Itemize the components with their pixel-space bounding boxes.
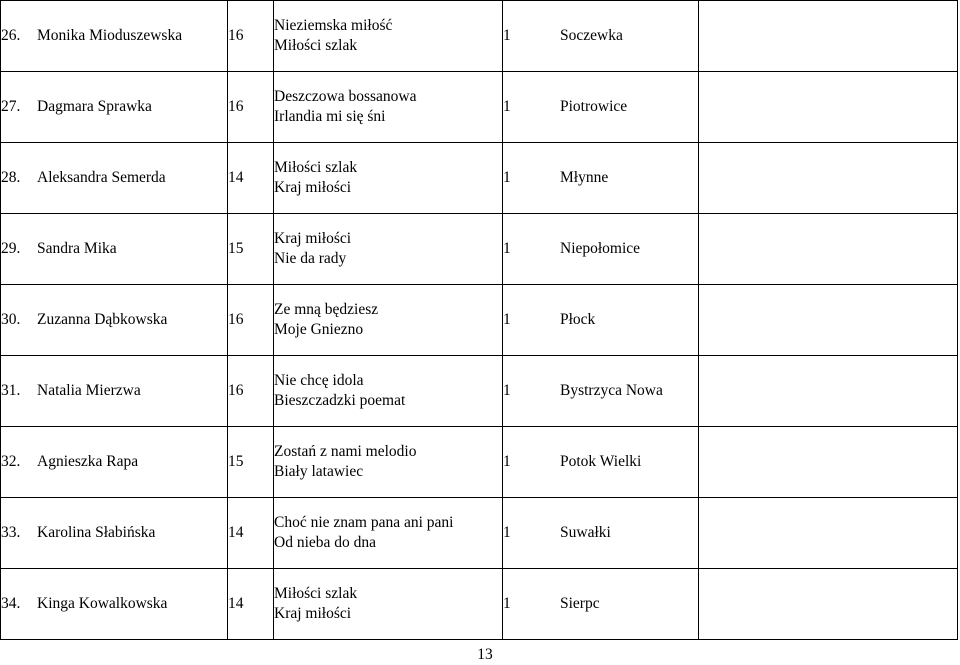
empty-cell (699, 498, 958, 569)
table-row (1, 498, 958, 569)
participant-cell (1, 427, 228, 498)
empty-cell (699, 1, 958, 72)
song-title: Nie da rady (274, 250, 347, 267)
entry-count: 1 (503, 169, 511, 186)
songs-cell (274, 285, 503, 356)
song-title: Moje Gniezno (274, 321, 364, 338)
row-number: 34. (1, 595, 21, 612)
location-cell (503, 356, 699, 427)
entry-count: 1 (503, 311, 511, 328)
participant-name: Aleksandra Semerda (37, 169, 166, 186)
city-name: Niepołomice (560, 240, 641, 257)
entry-count: 1 (503, 382, 511, 399)
participant-name: Agnieszka Rapa (37, 453, 139, 470)
row-number: 33. (1, 524, 21, 541)
participant-age: 14 (228, 498, 274, 569)
participant-name: Kinga Kowalkowska (37, 595, 168, 612)
song-title: Nie chcę idola (274, 372, 364, 389)
songs-cell (274, 356, 503, 427)
table-row (1, 356, 958, 427)
participant-cell (1, 143, 228, 214)
song-title: Biały latawiec (274, 463, 364, 480)
participant-name: Karolina Słabińska (37, 524, 156, 541)
participant-age: 16 (228, 285, 274, 356)
song-title: Bieszczadzki poemat (274, 392, 406, 409)
table-row (1, 285, 958, 356)
city-name: Płock (560, 311, 596, 328)
city-name: Sierpc (560, 595, 600, 612)
participant-cell (1, 72, 228, 143)
city-name: Młynne (560, 169, 609, 186)
participants-table-body (1, 1, 958, 640)
location-cell (503, 1, 699, 72)
participant-cell (1, 498, 228, 569)
city-name: Potok Wielki (560, 453, 642, 470)
song-title: Kraj miłości (274, 230, 352, 247)
empty-cell (699, 356, 958, 427)
city-name: Bystrzyca Nowa (560, 382, 663, 399)
song-title: Choć nie znam pana ani pani (274, 514, 454, 531)
participant-age: 15 (228, 427, 274, 498)
row-number: 32. (1, 453, 21, 470)
entry-count: 1 (503, 98, 511, 115)
row-number: 28. (1, 169, 21, 186)
songs-cell (274, 72, 503, 143)
empty-cell (699, 285, 958, 356)
participant-name: Dagmara Sprawka (37, 98, 152, 115)
participant-age: 16 (228, 72, 274, 143)
participant-age: 14 (228, 143, 274, 214)
song-title: Zostań z nami melodio (274, 443, 417, 460)
song-title: Kraj miłości (274, 605, 352, 622)
table-row (1, 72, 958, 143)
participant-cell (1, 214, 228, 285)
row-number: 29. (1, 240, 21, 257)
song-title: Miłości szlak (274, 159, 358, 176)
participant-age: 16 (228, 356, 274, 427)
songs-cell (274, 1, 503, 72)
empty-cell (699, 569, 958, 640)
song-title: Nieziemska miłość (274, 17, 393, 34)
entry-count: 1 (503, 595, 511, 612)
empty-cell (699, 427, 958, 498)
participant-name: Sandra Mika (37, 240, 117, 257)
row-number: 27. (1, 98, 21, 115)
participant-age: 16 (228, 1, 274, 72)
song-title: Od nieba do dna (274, 534, 377, 551)
song-title: Deszczowa bossanowa (274, 88, 417, 105)
table-row (1, 143, 958, 214)
song-title: Miłości szlak (274, 37, 358, 54)
song-title: Ze mną będziesz (274, 301, 379, 318)
participant-cell (1, 569, 228, 640)
city-name: Soczewka (560, 27, 623, 44)
empty-cell (699, 72, 958, 143)
songs-cell (274, 143, 503, 214)
song-title: Irlandia mi się śni (274, 108, 386, 125)
entry-count: 1 (503, 453, 511, 470)
participant-name: Natalia Mierzwa (37, 382, 141, 399)
song-title: Kraj miłości (274, 179, 352, 196)
location-cell (503, 143, 699, 214)
participant-age: 14 (228, 569, 274, 640)
empty-cell (699, 143, 958, 214)
song-title: Miłości szlak (274, 585, 358, 602)
row-number: 31. (1, 382, 21, 399)
songs-cell (274, 427, 503, 498)
entry-count: 1 (503, 27, 511, 44)
table-row (1, 1, 958, 72)
location-cell (503, 498, 699, 569)
songs-cell (274, 569, 503, 640)
table-row (1, 427, 958, 498)
page-number: 13 (477, 646, 493, 663)
participant-cell (1, 1, 228, 72)
entry-count: 1 (503, 240, 511, 257)
table-row (1, 569, 958, 640)
location-cell (503, 285, 699, 356)
participant-cell (1, 285, 228, 356)
participant-age: 15 (228, 214, 274, 285)
participant-name: Zuzanna Dąbkowska (37, 311, 168, 328)
row-number: 30. (1, 311, 21, 328)
participant-name: Monika Mioduszewska (37, 27, 183, 44)
city-name: Suwałki (560, 524, 611, 541)
table-row (1, 214, 958, 285)
empty-cell (699, 214, 958, 285)
row-number: 26. (1, 27, 21, 44)
songs-cell (274, 498, 503, 569)
participant-cell (1, 356, 228, 427)
location-cell (503, 427, 699, 498)
location-cell (503, 72, 699, 143)
songs-cell (274, 214, 503, 285)
location-cell (503, 214, 699, 285)
city-name: Piotrowice (560, 98, 628, 115)
entry-count: 1 (503, 524, 511, 541)
location-cell (503, 569, 699, 640)
